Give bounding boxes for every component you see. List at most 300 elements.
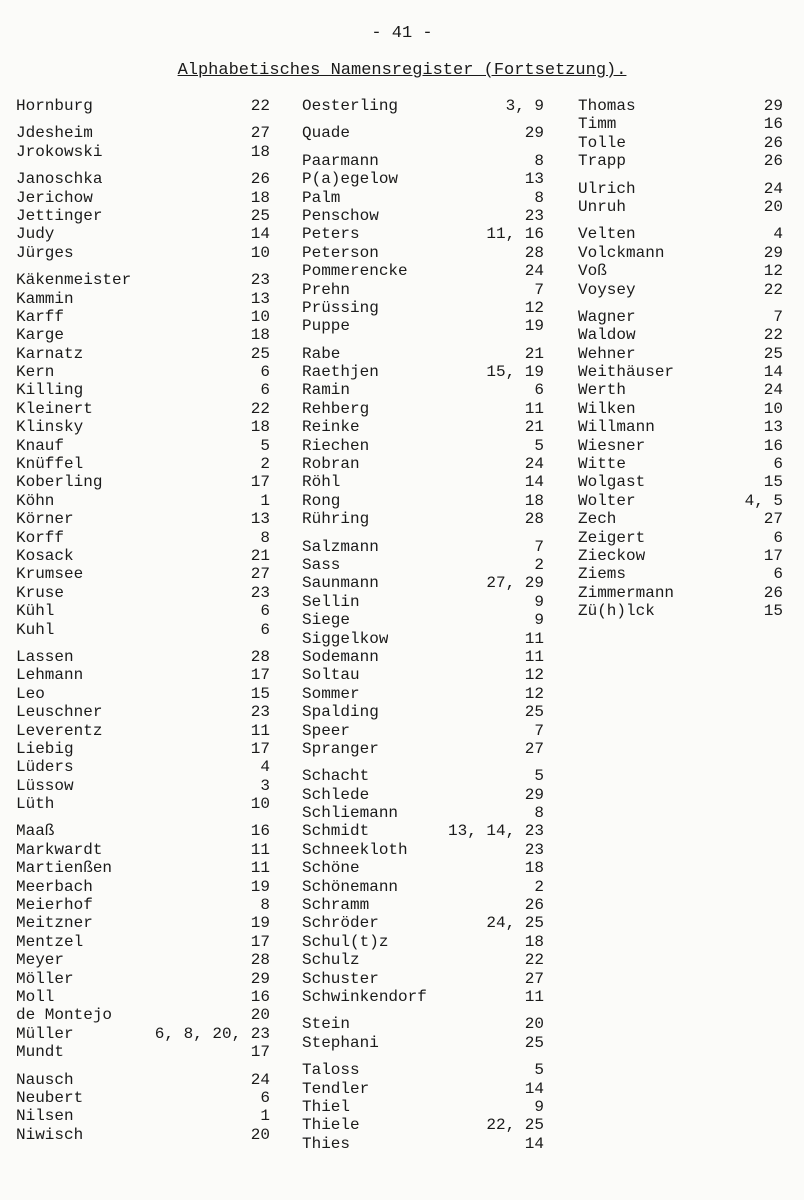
entry-pages: 5 — [260, 436, 270, 455]
entry-name: Hornburg — [16, 97, 93, 115]
entry-name: Schlede — [302, 785, 370, 804]
register-entry — [16, 363, 270, 381]
register-entry — [16, 584, 270, 602]
register-entry — [16, 1043, 270, 1061]
register-entry — [302, 970, 544, 988]
register-entry — [578, 134, 783, 152]
entry-name: Kühl — [16, 602, 55, 621]
entry-pages: 23 — [250, 583, 270, 602]
entry-pages: 19 — [250, 877, 270, 896]
register-entry — [302, 538, 544, 556]
entry-pages: 23 — [250, 703, 270, 722]
entry-name: Siege — [302, 611, 351, 630]
entry-pages: 16 — [250, 987, 270, 1006]
register-entry — [16, 565, 270, 583]
entry-name: Wehner — [578, 344, 636, 363]
entry-pages: 11 — [250, 859, 270, 878]
entry-name: Markwardt — [16, 840, 103, 859]
register-entry — [302, 703, 544, 721]
entry-name: Zieckow — [578, 546, 646, 565]
register-entry — [16, 621, 270, 639]
entry-pages: 14 — [763, 363, 783, 382]
register-entry — [578, 97, 783, 115]
entry-name: Wilken — [578, 399, 636, 418]
register-entry — [16, 455, 270, 473]
entry-pages: 26 — [763, 133, 783, 152]
entry-pages: 16 — [763, 436, 783, 455]
entry-pages: 25 — [763, 344, 783, 363]
entry-name: Lassen — [16, 647, 74, 666]
entry-name: Rabe — [302, 344, 341, 363]
register-entry — [16, 933, 270, 951]
register-entry — [578, 565, 783, 583]
entry-name: Schramm — [302, 896, 370, 915]
entry-pages: 12 — [524, 666, 544, 685]
entry-pages: 18 — [250, 418, 270, 437]
entry-pages: 7 — [534, 721, 544, 740]
entry-pages: 6 — [773, 565, 783, 584]
entry-name: Lüth — [16, 795, 55, 814]
entry-name: Unruh — [578, 197, 627, 216]
entry-pages: 20 — [250, 1125, 270, 1144]
entry-pages: 11, 16 — [486, 225, 544, 244]
register-entry — [302, 804, 544, 822]
entry-pages: 9 — [534, 1097, 544, 1116]
page-number: - 41 - — [371, 24, 433, 43]
entry-pages: 17 — [250, 739, 270, 758]
entry-name: Puppe — [302, 317, 351, 336]
register-entry — [578, 225, 783, 243]
entry-name: Trapp — [578, 152, 627, 171]
entry-pages: 22 — [763, 326, 783, 345]
register-entry — [16, 1089, 270, 1107]
register-entry — [578, 529, 783, 547]
entry-pages: 28 — [524, 510, 544, 529]
register-entry — [302, 299, 544, 317]
entry-pages: 13 — [524, 170, 544, 189]
register-entry — [578, 363, 783, 381]
register-entry — [16, 308, 270, 326]
entry-name: Leo — [16, 684, 45, 703]
register-entry — [16, 1025, 270, 1043]
register-entry — [16, 1006, 270, 1024]
entry-name: Jürges — [16, 243, 74, 262]
entry-name: Kleinert — [16, 399, 93, 418]
register-entry — [578, 584, 783, 602]
entry-name: Oesterling — [302, 97, 399, 115]
entry-pages: 15 — [763, 473, 783, 492]
register-entry — [302, 1061, 544, 1079]
entry-pages: 18 — [524, 859, 544, 878]
entry-name: Kosack — [16, 546, 74, 565]
entry-name: Leuschner — [16, 703, 103, 722]
register-entry — [578, 244, 783, 262]
register-entry — [16, 345, 270, 363]
entry-pages: 17 — [250, 666, 270, 685]
entry-name: Zü(h)lck — [578, 602, 655, 621]
entry-pages: 5 — [534, 1061, 544, 1080]
register-entry — [302, 1015, 544, 1033]
entry-name: Ramin — [302, 381, 351, 400]
entry-name: Rühring — [302, 510, 370, 529]
entry-pages: 27 — [250, 565, 270, 584]
entry-name: Willmann — [578, 418, 655, 437]
entry-pages: 6 — [260, 381, 270, 400]
entry-name: Knauf — [16, 436, 65, 455]
entry-pages: 7 — [773, 307, 783, 326]
register-entry — [302, 878, 544, 896]
register-entry — [16, 988, 270, 1006]
entry-pages: 17 — [763, 546, 783, 565]
entry-pages: 24, 25 — [486, 914, 544, 933]
register-entry — [302, 841, 544, 859]
register-entry — [302, 281, 544, 299]
entry-name: Köhn — [16, 491, 55, 510]
register-entry — [302, 473, 544, 491]
entry-pages: 10 — [763, 399, 783, 418]
register-entry — [578, 345, 783, 363]
entry-pages: 8 — [534, 188, 544, 207]
register-entry — [302, 510, 544, 528]
entry-pages: 22 — [250, 97, 270, 115]
entry-name: Schwinkendorf — [302, 987, 427, 1006]
entry-pages: 21 — [250, 546, 270, 565]
entry-name: Waldow — [578, 326, 636, 345]
register-entry — [16, 400, 270, 418]
entry-pages: 28 — [524, 243, 544, 262]
entry-name: Thiele — [302, 1116, 360, 1135]
register-entry — [16, 1126, 270, 1144]
entry-name: Ziems — [578, 565, 627, 584]
entry-pages: 19 — [524, 317, 544, 336]
register-entry — [578, 547, 783, 565]
register-entry — [302, 767, 544, 785]
entry-pages: 25 — [524, 1033, 544, 1052]
register-entry — [302, 400, 544, 418]
entry-name: Spranger — [302, 739, 379, 758]
register-entry — [302, 593, 544, 611]
entry-name: Werth — [578, 381, 627, 400]
entry-pages: 29 — [250, 969, 270, 988]
entry-pages: 14 — [524, 1134, 544, 1153]
entry-name: Schulz — [302, 951, 360, 970]
register-entry — [16, 529, 270, 547]
entry-name: Wolter — [578, 491, 636, 510]
entry-name: Tolle — [578, 133, 627, 152]
register-entry — [302, 262, 544, 280]
entry-pages: 6 — [260, 620, 270, 639]
entry-name: Sommer — [302, 684, 360, 703]
register-entry — [302, 492, 544, 510]
entry-name: Liebig — [16, 739, 74, 758]
register-entry — [16, 437, 270, 455]
register-entry — [302, 455, 544, 473]
entry-name: Kruse — [16, 583, 65, 602]
entry-pages: 13 — [250, 510, 270, 529]
register-entry — [578, 115, 783, 133]
register-entry — [16, 418, 270, 436]
register-entry — [16, 124, 270, 142]
entry-pages: 10 — [250, 307, 270, 326]
entry-pages: 24 — [250, 1070, 270, 1089]
entry-pages: 14 — [524, 473, 544, 492]
entry-name: Käkenmeister — [16, 271, 132, 290]
entry-pages: 16 — [763, 115, 783, 134]
register-entry — [16, 1107, 270, 1125]
entry-pages: 7 — [534, 537, 544, 556]
entry-name: Jettinger — [16, 206, 103, 225]
entry-pages: 23 — [524, 206, 544, 225]
entry-pages: 4 — [773, 225, 783, 244]
entry-name: Schöne — [302, 859, 360, 878]
entry-name: Krumsee — [16, 565, 84, 584]
register-entry — [302, 437, 544, 455]
register-entry — [578, 326, 783, 344]
register-column-2 — [302, 97, 544, 1153]
register-entry — [302, 381, 544, 399]
entry-name: Koberling — [16, 473, 103, 492]
entry-pages: 20 — [763, 197, 783, 216]
entry-name: Lüssow — [16, 776, 74, 795]
entry-pages: 26 — [524, 896, 544, 915]
register-entry — [16, 703, 270, 721]
register-entry — [302, 896, 544, 914]
entry-name: Klinsky — [16, 418, 84, 437]
entry-pages: 14 — [250, 225, 270, 244]
entry-pages: 24 — [524, 262, 544, 281]
entry-name: P(a)egelow — [302, 170, 399, 189]
entry-pages: 19 — [250, 914, 270, 933]
entry-pages: 11 — [524, 987, 544, 1006]
entry-pages: 29 — [524, 124, 544, 143]
entry-pages: 9 — [534, 592, 544, 611]
entry-name: Knüffel — [16, 455, 84, 474]
page-heading: Alphabetisches Namensregister (Fortsetzung). — [177, 61, 627, 80]
register-entry — [16, 473, 270, 491]
entry-name: Maaß — [16, 822, 55, 841]
entry-pages: 24 — [763, 381, 783, 400]
register-entry — [302, 1135, 544, 1153]
entry-name: Witte — [578, 455, 627, 474]
register-entry — [578, 152, 783, 170]
register-entry — [16, 97, 270, 115]
entry-pages: 27, 29 — [486, 574, 544, 593]
entry-pages: 2 — [534, 555, 544, 574]
entry-pages: 6 — [260, 602, 270, 621]
entry-pages: 6 — [534, 381, 544, 400]
entry-name: Thies — [302, 1134, 351, 1153]
entry-pages: 25 — [250, 344, 270, 363]
entry-pages: 25 — [250, 206, 270, 225]
entry-pages: 8 — [534, 804, 544, 823]
entry-pages: 12 — [763, 262, 783, 281]
entry-pages: 11 — [524, 399, 544, 418]
entry-pages: 20 — [524, 1015, 544, 1034]
entry-pages: 22, 25 — [486, 1116, 544, 1135]
register-entry — [302, 363, 544, 381]
entry-pages: 28 — [250, 647, 270, 666]
entry-name: Rehberg — [302, 399, 370, 418]
entry-pages: 3, 9 — [505, 97, 544, 115]
register-entry — [16, 795, 270, 813]
register-entry — [16, 740, 270, 758]
entry-pages: 8 — [534, 151, 544, 170]
entry-name: Meierhof — [16, 896, 93, 915]
register-entry — [578, 418, 783, 436]
entry-pages: 18 — [250, 142, 270, 161]
entry-name: Quade — [302, 124, 351, 143]
entry-name: Stephani — [302, 1033, 379, 1052]
entry-pages: 4 — [260, 758, 270, 777]
register-entry — [302, 786, 544, 804]
register-entry — [302, 152, 544, 170]
entry-name: Velten — [578, 225, 636, 244]
entry-name: Kammin — [16, 289, 74, 308]
register-entry — [302, 97, 544, 115]
entry-name: Paarmann — [302, 151, 379, 170]
entry-name: Sass — [302, 555, 341, 574]
entry-pages: 18 — [250, 188, 270, 207]
entry-name: Peterson — [302, 243, 379, 262]
entry-name: Schönemann — [302, 877, 399, 896]
entry-name: Wolgast — [578, 473, 646, 492]
entry-name: Peters — [302, 225, 360, 244]
entry-pages: 28 — [250, 951, 270, 970]
entry-pages: 11 — [250, 721, 270, 740]
register-entry — [16, 381, 270, 399]
entry-name: Meyer — [16, 951, 65, 970]
register-entry — [16, 207, 270, 225]
register-entry — [16, 290, 270, 308]
entry-name: Palm — [302, 188, 341, 207]
entry-name: Mundt — [16, 1043, 65, 1062]
register-entry — [16, 143, 270, 161]
entry-name: Schuster — [302, 969, 379, 988]
entry-name: Karff — [16, 307, 65, 326]
register-entry — [16, 970, 270, 988]
entry-pages: 13 — [763, 418, 783, 437]
entry-name: Saunmann — [302, 574, 379, 593]
register-column-3 — [578, 97, 783, 621]
entry-pages: 6 — [260, 363, 270, 382]
register-entry — [16, 878, 270, 896]
entry-pages: 15, 19 — [486, 363, 544, 382]
entry-name: Timm — [578, 115, 617, 134]
entry-name: Korff — [16, 528, 65, 547]
register-entry — [302, 648, 544, 666]
entry-name: Volckmann — [578, 243, 665, 262]
entry-name: Nilsen — [16, 1107, 74, 1126]
entry-name: Schul(t)z — [302, 932, 389, 951]
register-entry — [302, 225, 544, 243]
entry-pages: 15 — [763, 602, 783, 621]
entry-pages: 25 — [524, 703, 544, 722]
entry-pages: 23 — [250, 271, 270, 290]
register-entry — [302, 685, 544, 703]
register-entry — [302, 1098, 544, 1116]
entry-name: Prüssing — [302, 298, 379, 317]
entry-name: Spalding — [302, 703, 379, 722]
register-entry — [578, 400, 783, 418]
register-entry — [302, 722, 544, 740]
entry-name: Ulrich — [578, 179, 636, 198]
entry-name: Lehmann — [16, 666, 84, 685]
register-entry — [16, 326, 270, 344]
entry-name: Kern — [16, 363, 55, 382]
entry-name: Pommerencke — [302, 262, 408, 281]
entry-pages: 22 — [763, 280, 783, 299]
register-entry — [16, 896, 270, 914]
register-entry — [302, 914, 544, 932]
register-entry — [16, 859, 270, 877]
entry-name: Wiesner — [578, 436, 646, 455]
entry-pages: 27 — [524, 969, 544, 988]
register-entry — [302, 1034, 544, 1052]
entry-name: Judy — [16, 225, 55, 244]
entry-pages: 15 — [250, 684, 270, 703]
entry-pages: 13, 14, 23 — [447, 822, 544, 841]
entry-name: Schacht — [302, 767, 370, 786]
register-entry — [302, 189, 544, 207]
register-entry — [16, 758, 270, 776]
entry-pages: 21 — [524, 418, 544, 437]
entry-pages: 6 — [260, 1088, 270, 1107]
entry-pages: 11 — [250, 840, 270, 859]
entry-name: Rong — [302, 491, 341, 510]
register-entry — [302, 170, 544, 188]
entry-name: Neubert — [16, 1088, 84, 1107]
entry-pages: 10 — [250, 795, 270, 814]
entry-name: Thomas — [578, 97, 636, 115]
register-entry — [16, 244, 270, 262]
register-entry — [302, 317, 544, 335]
entry-pages: 2 — [534, 877, 544, 896]
entry-pages: 13 — [250, 289, 270, 308]
register-entry — [578, 492, 783, 510]
entry-pages: 10 — [250, 243, 270, 262]
entry-pages: 18 — [250, 326, 270, 345]
entry-name: Zeigert — [578, 528, 646, 547]
entry-name: Raethjen — [302, 363, 379, 382]
entry-name: Salzmann — [302, 537, 379, 556]
entry-pages: 6 — [773, 455, 783, 474]
register-entry — [16, 492, 270, 510]
entry-name: Jrokowski — [16, 142, 103, 161]
entry-pages: 26 — [250, 170, 270, 189]
entry-name: Riechen — [302, 436, 370, 455]
register-entry — [302, 556, 544, 574]
entry-name: Robran — [302, 455, 360, 474]
register-entry — [302, 988, 544, 1006]
entry-name: Prehn — [302, 280, 351, 299]
entry-pages: 5 — [534, 436, 544, 455]
register-entry — [16, 914, 270, 932]
entry-pages: 3 — [260, 776, 270, 795]
register-entry — [302, 630, 544, 648]
register-entry — [302, 666, 544, 684]
entry-pages: 7 — [534, 280, 544, 299]
register-entry — [302, 740, 544, 758]
register-entry — [302, 933, 544, 951]
entry-pages: 2 — [260, 455, 270, 474]
entry-name: Mentzel — [16, 932, 84, 951]
register-entry — [302, 1080, 544, 1098]
entry-name: Penschow — [302, 206, 379, 225]
entry-pages: 29 — [763, 97, 783, 115]
entry-name: Müller — [16, 1024, 74, 1043]
register-entry — [16, 271, 270, 289]
register-entry — [16, 170, 270, 188]
